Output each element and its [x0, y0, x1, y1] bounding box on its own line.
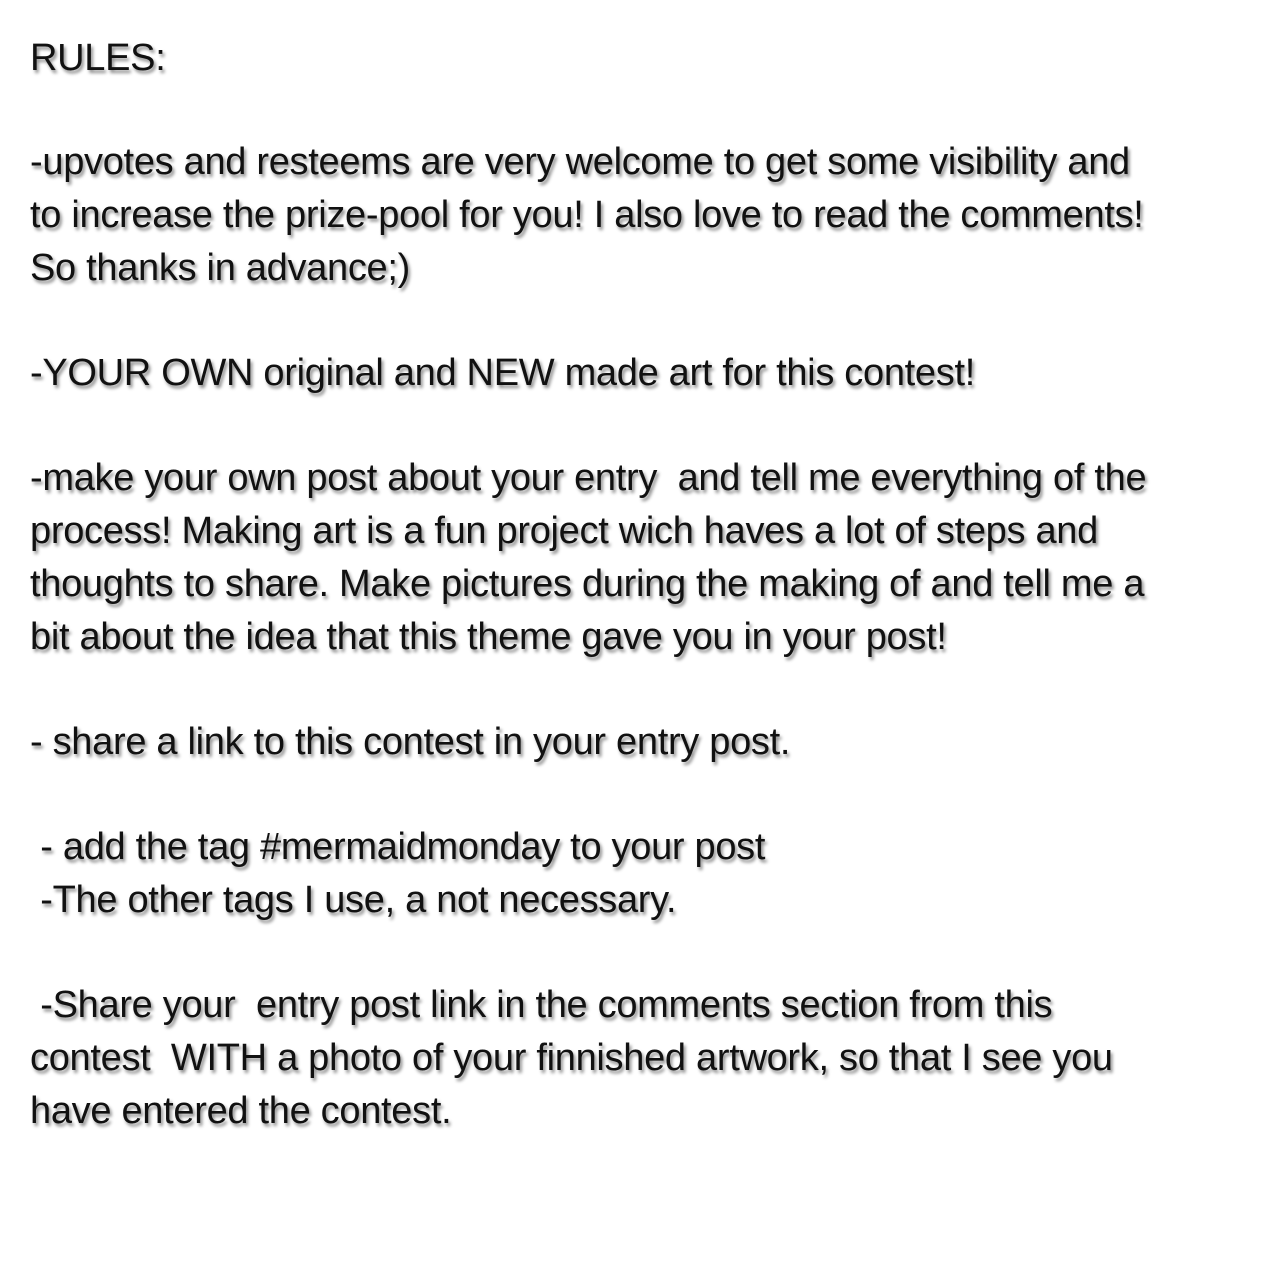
rules-heading: RULES:	[30, 37, 166, 79]
rule-3-line-3: thoughts to share. Make pictures during the making of and tell me a	[30, 563, 1145, 605]
rule-5-line-2: -The other tags I use, a not necessary.	[30, 879, 677, 921]
rule-3-line-1: -make your own post about your entry and tell me everything of the	[30, 457, 1147, 499]
rule-4-line-1: - share a link to this contest in your entry post.	[30, 721, 791, 763]
rule-5-line-1: - add the tag #mermaidmonday to your post	[30, 826, 766, 868]
rule-6-line-3: have entered the contest.	[30, 1090, 452, 1132]
rule-6-line-2: contest WITH a photo of your finnished artwork, so that I see you	[30, 1037, 1113, 1079]
rule-3-line-4: bit about the idea that this theme gave you in your post!	[30, 616, 947, 658]
rule-1-line-2: to increase the prize-pool for you! I also love to read the comments!	[30, 194, 1144, 236]
rule-1-line-1: -upvotes and resteems are very welcome to get some visibility and	[30, 141, 1130, 183]
rule-6-line-1: -Share your entry post link in the comments section from this	[30, 984, 1053, 1026]
rule-3-line-2: process! Making art is a fun project wich haves a lot of steps and	[30, 510, 1098, 552]
rule-1-line-3: So thanks in advance;)	[30, 247, 410, 289]
rule-2-line-1: -YOUR OWN original and NEW made art for this contest!	[30, 352, 975, 394]
